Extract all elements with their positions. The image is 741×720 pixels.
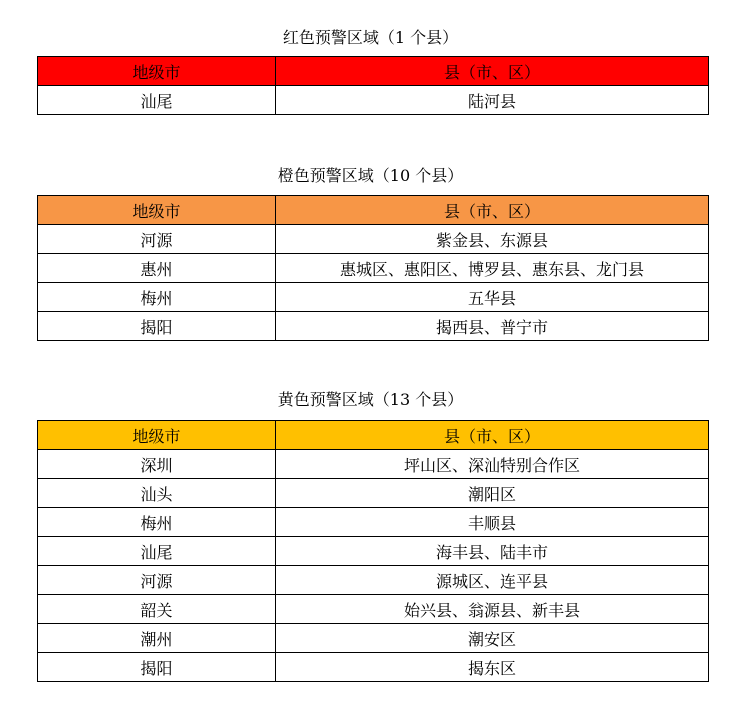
orange-section-title: 橙色预警区域（10 个县） (277, 166, 464, 185)
city-cell: 揭阳 (38, 653, 276, 682)
county-cell: 揭西县、普宁市 (276, 312, 709, 341)
county-cell: 潮安区 (276, 624, 709, 653)
table-row (38, 653, 709, 682)
county-cell: 潮阳区 (276, 479, 709, 508)
table-row (38, 450, 709, 479)
county-cell: 陆河县 (276, 86, 709, 115)
table-row (38, 624, 709, 653)
table-row (38, 225, 709, 254)
red-section-title: 红色预警区域（1 个县） (282, 28, 459, 47)
red-warning-table (37, 56, 709, 115)
header-county: 县（市、区） (276, 196, 709, 225)
table-header-row (38, 196, 709, 225)
city-cell: 汕尾 (38, 86, 276, 115)
header-county: 县（市、区） (276, 421, 709, 450)
city-cell: 惠州 (38, 254, 276, 283)
table-row (38, 537, 709, 566)
table-header-row (38, 57, 709, 86)
table-row (38, 254, 709, 283)
city-cell: 汕尾 (38, 537, 276, 566)
county-cell: 丰顺县 (276, 508, 709, 537)
header-city: 地级市 (38, 421, 276, 450)
city-cell: 韶关 (38, 595, 276, 624)
city-cell: 深圳 (38, 450, 276, 479)
table-row (38, 595, 709, 624)
header-county: 县（市、区） (276, 57, 709, 86)
table-row (38, 312, 709, 341)
county-cell: 揭东区 (276, 653, 709, 682)
table-row (38, 283, 709, 312)
table-row (38, 508, 709, 537)
city-cell: 潮州 (38, 624, 276, 653)
yellow-section-title: 黄色预警区域（13 个县） (277, 390, 464, 409)
city-cell: 河源 (38, 566, 276, 595)
county-cell: 源城区、连平县 (276, 566, 709, 595)
city-cell: 梅州 (38, 283, 276, 312)
county-cell: 紫金县、东源县 (276, 225, 709, 254)
city-cell: 汕头 (38, 479, 276, 508)
table-row (38, 86, 709, 115)
header-city: 地级市 (38, 196, 276, 225)
city-cell: 揭阳 (38, 312, 276, 341)
county-cell: 五华县 (276, 283, 709, 312)
county-cell: 海丰县、陆丰市 (276, 537, 709, 566)
header-city: 地级市 (38, 57, 276, 86)
orange-warning-table (37, 195, 709, 341)
table-row (38, 566, 709, 595)
county-cell: 惠城区、惠阳区、博罗县、惠东县、龙门县 (276, 254, 709, 283)
city-cell: 梅州 (38, 508, 276, 537)
table-header-row (38, 421, 709, 450)
yellow-warning-table (37, 420, 709, 682)
county-cell: 始兴县、翁源县、新丰县 (276, 595, 709, 624)
city-cell: 河源 (38, 225, 276, 254)
county-cell: 坪山区、深汕特别合作区 (276, 450, 709, 479)
table-row (38, 479, 709, 508)
